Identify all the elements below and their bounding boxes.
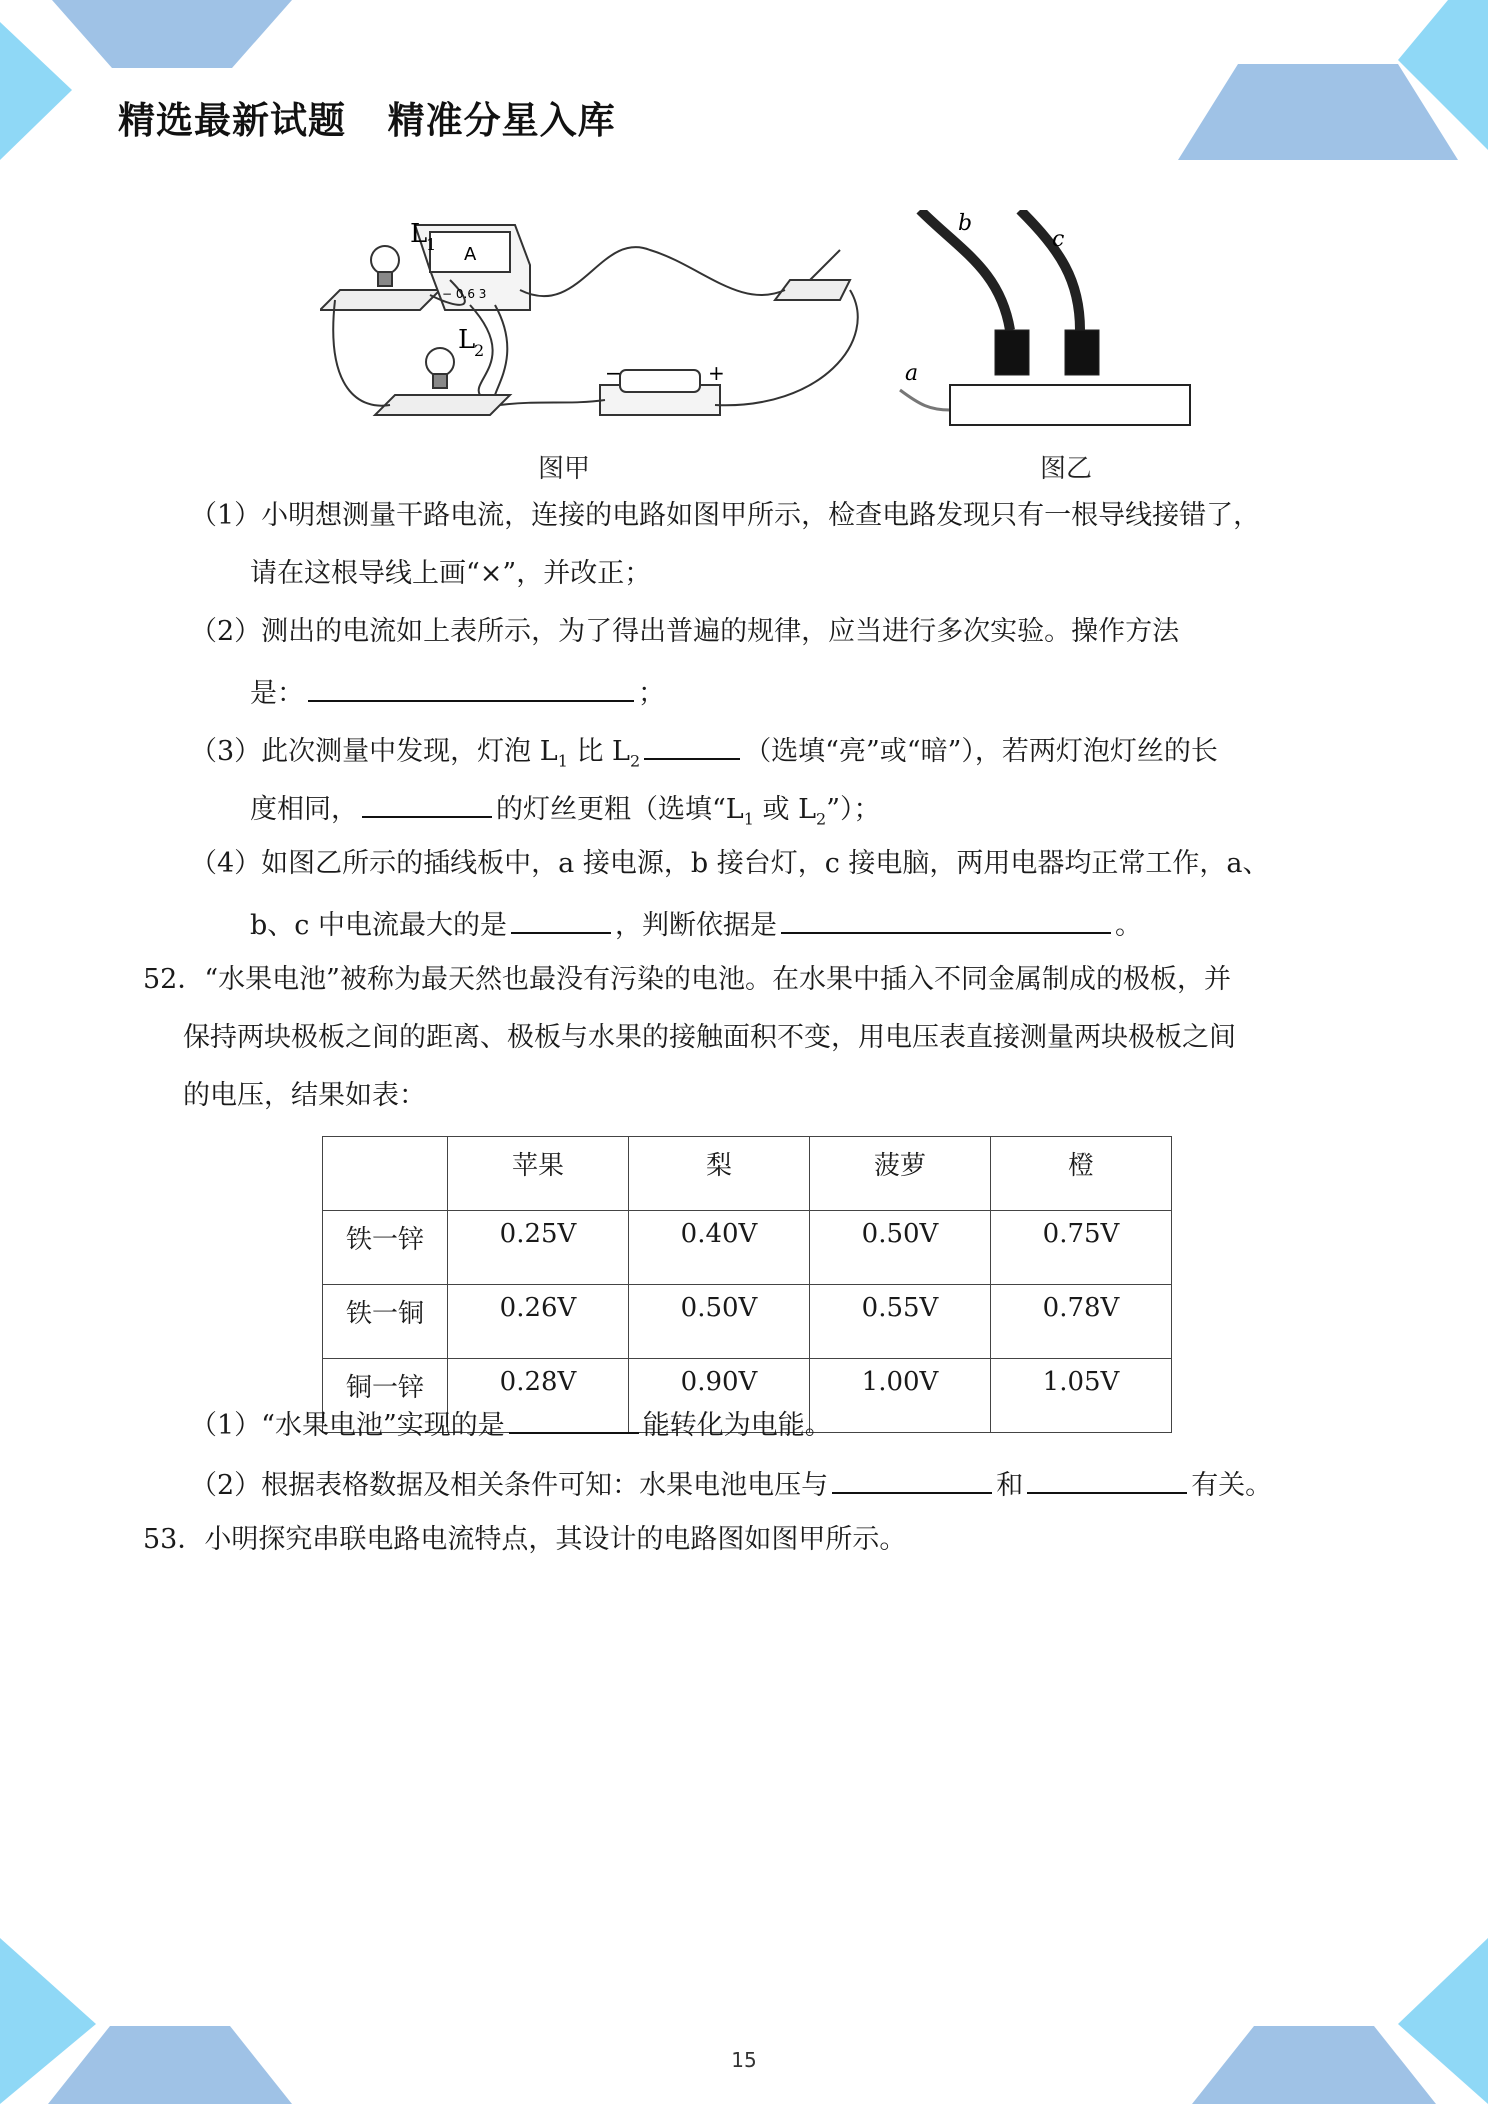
q52-line2: 保持两块极板之间的距离、极板与水果的接触面积不变，用电压表直接测量两块极板之间 xyxy=(183,1022,1236,1053)
plug-b xyxy=(995,330,1029,375)
corner-shape-bl-bottom xyxy=(48,2026,292,2104)
figure-yi-caption: 图乙 xyxy=(1040,454,1093,484)
q51-part1-line2: 请在这根导线上画“×”，并改正； xyxy=(250,558,652,589)
table-cell: 0.50V xyxy=(629,1285,810,1359)
battery-plus: + xyxy=(708,361,725,385)
table-cell: 铁一铜 xyxy=(323,1285,448,1359)
answer-blank[interactable] xyxy=(1027,1462,1187,1494)
cable-c xyxy=(1020,210,1080,330)
table-header-cell: 菠萝 xyxy=(810,1137,991,1211)
answer-blank[interactable] xyxy=(509,1402,639,1434)
table-header-cell: 苹果 xyxy=(448,1137,629,1211)
answer-blank[interactable] xyxy=(832,1462,992,1494)
table-cell: 1.05V xyxy=(991,1359,1172,1433)
bulb-l2 xyxy=(426,348,454,376)
label-l1: L xyxy=(410,219,428,249)
table-cell: 1.00V xyxy=(810,1359,991,1433)
q51-part3-line1: （3）此次测量中发现，灯泡 $L_1$ 比 $L_2$ （选填“亮”或“暗”），若两灯泡灯丝的长 xyxy=(190,728,1218,781)
power-strip xyxy=(950,385,1190,425)
answer-blank[interactable] xyxy=(308,670,634,702)
table-cell: 0.26V xyxy=(448,1285,629,1359)
bulb-l2-board xyxy=(375,395,510,415)
cable-a xyxy=(900,390,950,410)
ammeter-label: A xyxy=(464,244,477,265)
switch xyxy=(775,280,850,300)
q52-line3: 的电压，结果如表： xyxy=(183,1080,426,1111)
label-c: c xyxy=(1052,227,1065,252)
label-l2-sub: 2 xyxy=(474,341,485,360)
q51-part3-line2: 度相同， 的灯丝更粗（选填“$L_1$ 或 $L_2$”）； xyxy=(250,786,881,839)
header-title: 精选最新试题 精准分星入库 xyxy=(118,99,616,142)
q51-part1-line1: （1）小明想测量干路电流，连接的电路如图甲所示，检查电路发现只有一根导线接错了， xyxy=(190,500,1261,531)
q51-part4-line1: （4）如图乙所示的插线板中，a 接电源，b 接台灯，c 接电脑，两用电器均正常工作，a、 xyxy=(190,848,1270,879)
label-b: b xyxy=(958,211,973,236)
wire xyxy=(715,290,858,405)
table-cell: 0.55V xyxy=(810,1285,991,1359)
corner-shape-br-bottom xyxy=(1192,2026,1436,2104)
plug-c xyxy=(1065,330,1099,375)
fruit-battery-table xyxy=(322,1136,1172,1433)
answer-blank[interactable] xyxy=(362,786,492,818)
figure-jia xyxy=(320,225,858,415)
table-row xyxy=(323,1285,1172,1359)
ammeter-terminals: − 0.6 3 xyxy=(442,287,487,301)
label-a: a xyxy=(905,361,919,386)
corner-shape-tl-top xyxy=(52,0,292,68)
table-header-cell xyxy=(323,1137,448,1211)
answer-blank[interactable] xyxy=(781,902,1111,934)
wire xyxy=(520,247,785,296)
wire xyxy=(333,300,390,406)
corner-shape-tl-left xyxy=(0,22,72,160)
table-cell: 0.90V xyxy=(629,1359,810,1433)
table-cell: 0.28V xyxy=(448,1359,629,1433)
q52-line1: 52．“水果电池”被称为最天然也最没有污染的电池。在水果中插入不同金属制成的极板，并 xyxy=(143,964,1231,995)
circuit-figures xyxy=(320,210,1220,480)
table-cell: 0.40V xyxy=(629,1211,810,1285)
label-l2: L xyxy=(458,325,476,355)
q52-sub1: （1）“水果电池”实现的是 能转化为电能。 xyxy=(190,1402,832,1446)
q53-line1: 53．小明探究串联电路电流特点，其设计的电路图如图甲所示。 xyxy=(143,1524,907,1555)
table-cell: 0.78V xyxy=(991,1285,1172,1359)
table-cell: 0.25V xyxy=(448,1211,629,1285)
wire xyxy=(495,305,507,395)
table-cell: 铜一锌 xyxy=(323,1359,448,1433)
table-cell: 铁一锌 xyxy=(323,1211,448,1285)
bulb-l1 xyxy=(371,246,399,274)
page-number: 15 xyxy=(731,2048,757,2072)
table-cell: 0.75V xyxy=(991,1211,1172,1285)
table-header-cell: 橙 xyxy=(991,1137,1172,1211)
figure-yi xyxy=(900,210,1190,425)
answer-blank[interactable] xyxy=(644,728,740,760)
q51-part2-line2: 是： ； xyxy=(250,670,665,714)
wire xyxy=(500,400,605,405)
figure-jia-caption: 图甲 xyxy=(538,454,591,484)
table-header-row xyxy=(323,1137,1172,1211)
table-header-cell: 梨 xyxy=(629,1137,810,1211)
battery-minus: − xyxy=(605,361,622,385)
label-l1-sub: 1 xyxy=(426,235,437,254)
answer-blank[interactable] xyxy=(511,902,611,934)
q51-part4-line2: b、c 中电流最大的是 ，判断依据是 。 xyxy=(250,902,1142,946)
table-cell: 0.50V xyxy=(810,1211,991,1285)
bulb-l1-board xyxy=(320,290,440,310)
q52-sub2: （2）根据表格数据及相关条件可知：水果电池电压与 和 有关。 xyxy=(190,1462,1272,1506)
table-row xyxy=(323,1211,1172,1285)
q51-part2-line1: （2）测出的电流如上表所示，为了得出普遍的规律，应当进行多次实验。操作方法 xyxy=(190,616,1180,647)
corner-shape-tr-mid xyxy=(1178,64,1458,160)
